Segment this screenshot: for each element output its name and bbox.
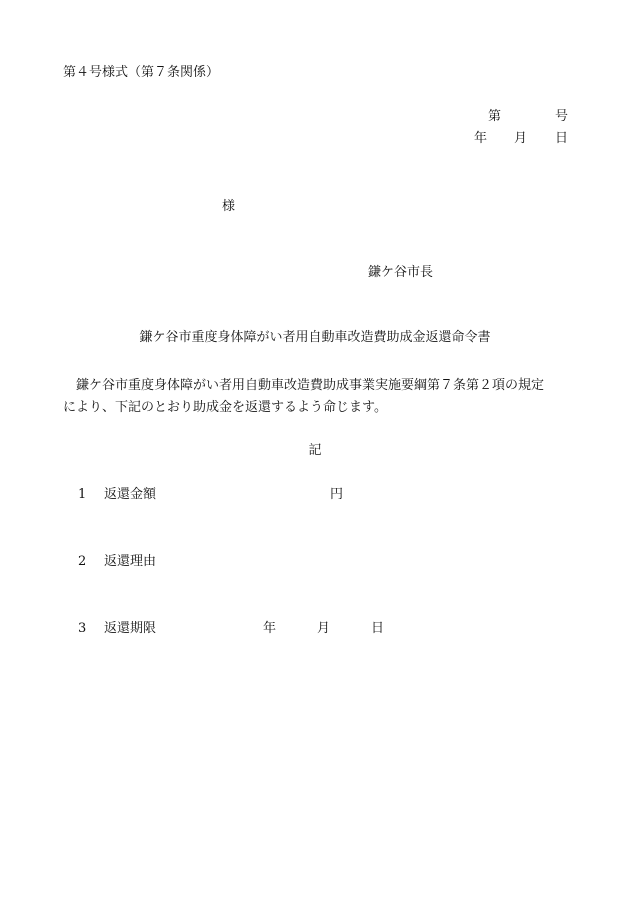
item-label-refund-amount: 返還金額 (104, 487, 157, 502)
issue-date-month: 月 (514, 131, 528, 146)
issue-date-day: 日 (555, 131, 569, 146)
body-line-1: 鎌ケ谷市重度身体障がい者用自動車改造費助成事業実施要綱第７条第２項の規定 (76, 378, 545, 393)
deadline-day: 日 (371, 621, 385, 636)
document-number-suffix: 号 (555, 109, 569, 124)
refund-amount-unit: 円 (330, 487, 344, 502)
issuer-name: 鎌ケ谷市長 (368, 265, 434, 280)
body-paragraph (63, 375, 563, 419)
recipient-honorific: 様 (222, 199, 236, 214)
item-label-refund-reason: 返還理由 (104, 554, 157, 569)
item-number-1: 1 (78, 487, 87, 502)
item-number-2: 2 (78, 554, 87, 569)
document-title: 鎌ケ谷市重度身体障がい者用自動車改造費助成金返還命令書 (139, 330, 491, 345)
issue-date-year: 年 (474, 131, 488, 146)
form-label: 第４号様式（第７条関係） (63, 65, 220, 80)
body-line-2: により、下記のとおり助成金を返還するよう命じます。 (63, 400, 387, 415)
ki-heading: 記 (308, 443, 322, 458)
deadline-month: 月 (317, 621, 331, 636)
item-label-refund-deadline: 返還期限 (104, 621, 157, 636)
deadline-year: 年 (263, 621, 277, 636)
document-number-prefix: 第 (488, 109, 502, 124)
item-number-3: 3 (78, 621, 87, 636)
